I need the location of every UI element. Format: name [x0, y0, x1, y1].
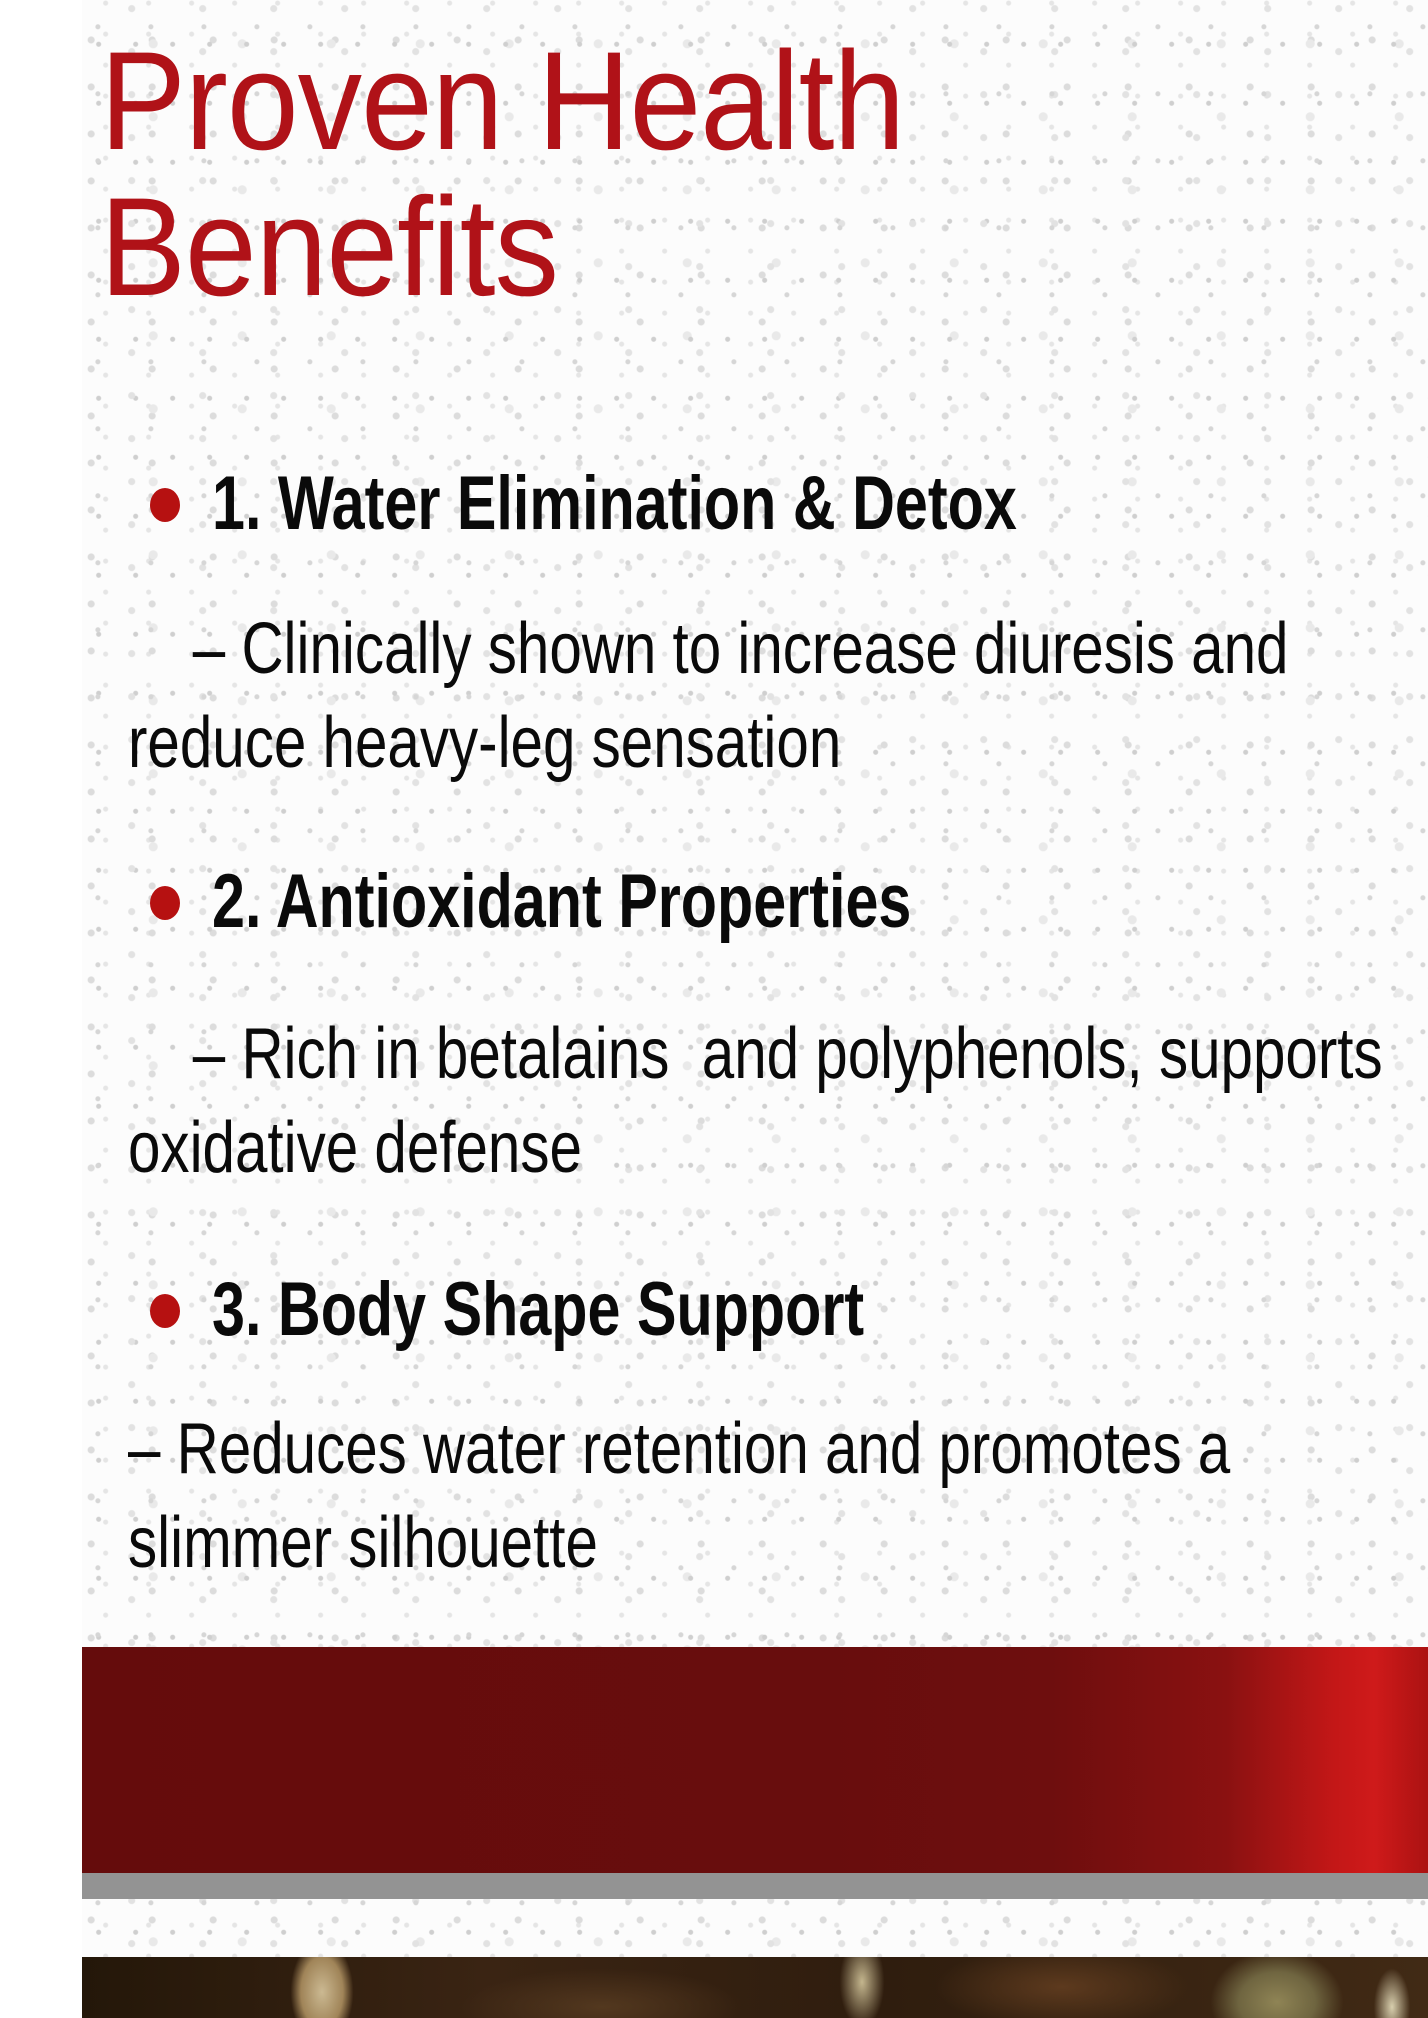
footer-photo-strip — [82, 1957, 1428, 2018]
bullet-dot-icon — [150, 488, 180, 522]
bullet-heading-2: 2. Antioxidant Properties — [212, 859, 912, 944]
footer-red-band — [82, 1647, 1428, 1873]
bullet-detail-1: – Clinically shown to increase diuresis and reduce heavy-leg sensation — [128, 609, 1305, 783]
footer-gray-bar — [82, 1873, 1428, 1899]
bullet-heading-3: 3. Body Shape Support — [212, 1267, 865, 1352]
bullet-heading-1: 1. Water Elimination & Detox — [212, 461, 1017, 546]
bullet-detail-3: – Reduces water retention and promotes a slimmer silhouette — [128, 1409, 1247, 1583]
bullet-dot-icon — [150, 886, 180, 920]
bullet-dot-icon — [150, 1294, 180, 1328]
slide-title: Proven Health Benefits — [100, 22, 905, 325]
bullet-detail-2: – Rich in betalains and polyphenols, supports oxidative defense — [128, 1014, 1399, 1188]
